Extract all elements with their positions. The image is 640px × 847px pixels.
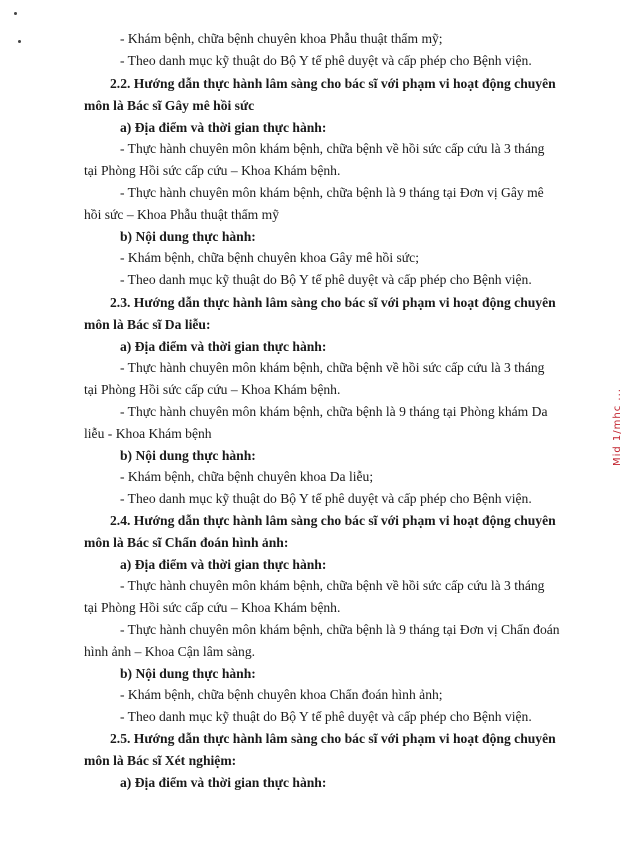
bullet-line: - Theo danh mục kỹ thuật do Bộ Y tế phê duyệt và cấp phép cho Bệnh viện. (120, 491, 532, 506)
paragraph-line: liễu - Khoa Khám bệnh (84, 426, 212, 441)
bullet-line: - Thực hành chuyên môn khám bệnh, chữa bệnh về hồi sức cấp cứu là 3 tháng (120, 578, 545, 593)
handwritten-margin-note: Mid 1/mhc ... (612, 388, 623, 466)
subheading: b) Nội dung thực hành: (120, 448, 256, 463)
section-heading-cont: môn là Bác sĩ Xét nghiệm: (84, 753, 237, 768)
bullet-line: - Thực hành chuyên môn khám bệnh, chữa bệnh về hồi sức cấp cứu là 3 tháng (120, 141, 545, 156)
section-heading: 2.5. Hướng dẫn thực hành lâm sàng cho bác sĩ với phạm vi hoạt động chuyên (110, 731, 556, 746)
subheading: a) Địa điểm và thời gian thực hành: (120, 775, 327, 790)
paragraph-line: tại Phòng Hồi sức cấp cứu – Khoa Khám bệnh. (84, 163, 341, 178)
bullet-line: - Thực hành chuyên môn khám bệnh, chữa bệnh là 9 tháng tại Phòng khám Da (120, 404, 548, 419)
subheading: a) Địa điểm và thời gian thực hành: (120, 557, 327, 572)
bullet-line: - Theo danh mục kỹ thuật do Bộ Y tế phê duyệt và cấp phép cho Bệnh viện. (120, 709, 532, 724)
bullet-line: - Thực hành chuyên môn khám bệnh, chữa bệnh là 9 tháng tại Đơn vị Chẩn đoán (120, 622, 560, 637)
paragraph-line: hồi sức – Khoa Phẫu thuật thẩm mỹ (84, 207, 280, 222)
section-heading: 2.4. Hướng dẫn thực hành lâm sàng cho bác sĩ với phạm vi hoạt động chuyên (110, 513, 556, 528)
section-heading-cont: môn là Bác sĩ Chẩn đoán hình ảnh: (84, 535, 289, 550)
section-heading-cont: môn là Bác sĩ Gây mê hồi sức (84, 98, 255, 113)
paragraph-line: tại Phòng Hồi sức cấp cứu – Khoa Khám bệnh. (84, 600, 341, 615)
bullet-line: - Theo danh mục kỹ thuật do Bộ Y tế phê duyệt và cấp phép cho Bệnh viện. (120, 272, 532, 287)
subheading: a) Địa điểm và thời gian thực hành: (120, 120, 327, 135)
paragraph-line: tại Phòng Hồi sức cấp cứu – Khoa Khám bệnh. (84, 382, 341, 397)
bullet-line: - Khám bệnh, chữa bệnh chuyên khoa Gây mê hồi sức; (120, 250, 419, 265)
scan-speck (18, 40, 21, 43)
bullet-line: - Thực hành chuyên môn khám bệnh, chữa bệnh là 9 tháng tại Đơn vị Gây mê (120, 185, 544, 200)
scan-speck (14, 12, 17, 15)
section-heading: 2.3. Hướng dẫn thực hành lâm sàng cho bác sĩ với phạm vi hoạt động chuyên (110, 295, 556, 310)
bullet-line: - Thực hành chuyên môn khám bệnh, chữa bệnh về hồi sức cấp cứu là 3 tháng (120, 360, 545, 375)
subheading: b) Nội dung thực hành: (120, 229, 256, 244)
subheading: a) Địa điểm và thời gian thực hành: (120, 339, 327, 354)
subheading: b) Nội dung thực hành: (120, 666, 256, 681)
bullet-line: - Khám bệnh, chữa bệnh chuyên khoa Phẫu thuật thẩm mỹ; (120, 31, 443, 46)
bullet-line: - Khám bệnh, chữa bệnh chuyên khoa Chẩn đoán hình ảnh; (120, 687, 443, 702)
paragraph-line: hình ảnh – Khoa Cận lâm sàng. (84, 644, 256, 659)
section-heading: 2.2. Hướng dẫn thực hành lâm sàng cho bác sĩ với phạm vi hoạt động chuyên (110, 76, 556, 91)
bullet-line: - Theo danh mục kỹ thuật do Bộ Y tế phê duyệt và cấp phép cho Bệnh viện. (120, 53, 532, 68)
section-heading-cont: môn là Bác sĩ Da liễu: (84, 317, 211, 332)
bullet-line: - Khám bệnh, chữa bệnh chuyên khoa Da liễu; (120, 469, 374, 484)
